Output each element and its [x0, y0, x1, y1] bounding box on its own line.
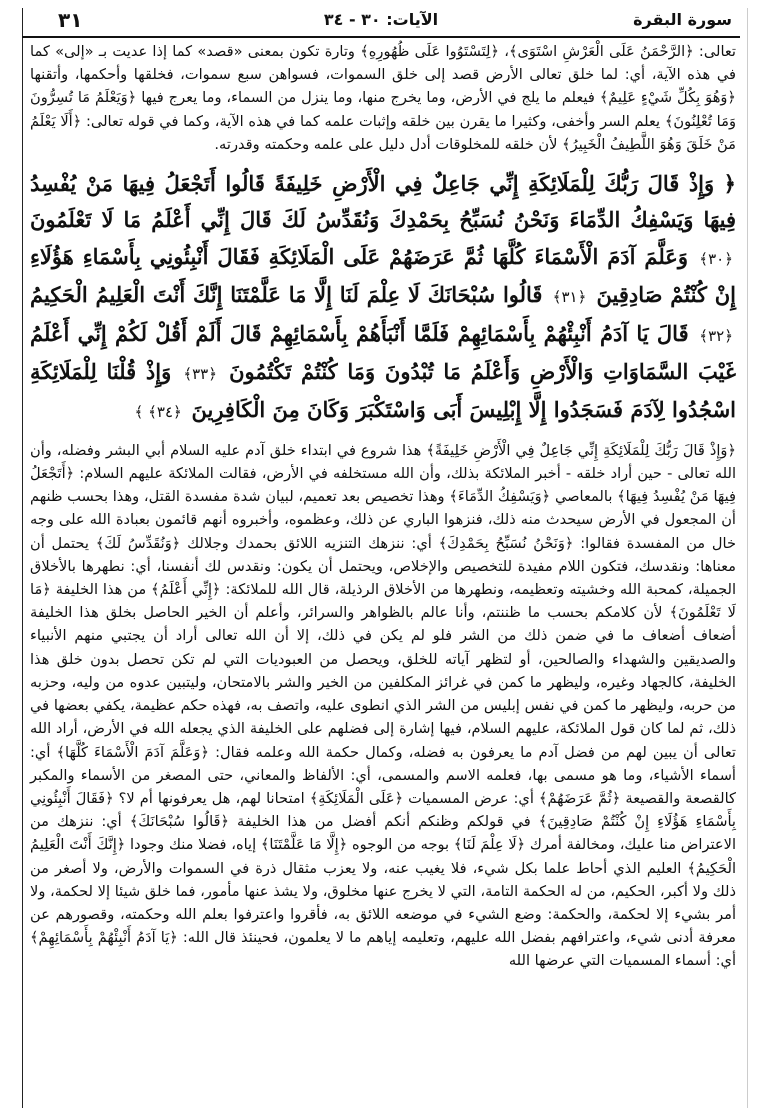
verse-marker-31: ﴿٣١﴾: [552, 288, 587, 307]
verse-marker-32: ﴿٣٢﴾: [699, 326, 733, 345]
intro-paragraph: تعالى: ﴿الرَّحْمَنُ عَلَى الْعَرْشِ اسْتَوَى﴾، ﴿لِتَسْتَوُوا عَلَى ظُهُورِهِ﴾ وتارة تكون بمعنى «قصد» كما إذا عديت بـ «إلى» كما في هذه الآية، أي: لما خلق تعالى الأرض قصد إلى خلق السموات، فسواهن سبع سموات، فخلقها وأحكمها، وأتقنها ﴿وَهُوَ بِكُلِّ شَيْءٍ عَلِيمٌ﴾ فيعلم ما يلج في الأرض، وما يخرج منها، وما ينزل من السماء، وما يعرج فيها ﴿وَيَعْلَمُ مَا تُسِرُّونَ وَمَا تُعْلِنُونَ﴾ يعلم السر وأخفى، وكثيرا ما يقرن بين خلقه وإثبات علمه كما في هذه الآية، وكما في قوله تعالى: ﴿أَلَا يَعْلَمُ مَنْ خَلَقَ وَهُوَ اللَّطِيفُ الْخَبِيرُ﴾ لأن خلقه للمخلوقات أدل دليل على علمه وحكمته وقدرته.: [30, 43, 736, 153]
verse-marker-30: ﴿٣٠﴾: [699, 249, 733, 268]
page-content: [30, 40, 736, 973]
page-header: [22, 10, 740, 38]
surah-name: سورة البقرة: [633, 10, 732, 29]
page-number: ٣١: [58, 8, 83, 32]
verse-31-text: وَعَلَّمَ آدَمَ الْأَسْمَاءَ كُلَّهَا ثُمَّ عَرَضَهُمْ عَلَى الْمَلَائِكَةِ فَقَالَ أَنْبِئُونِي بِأَسْمَاءِ هَؤُلَاءِ إِنْ كُنْتُمْ صَادِقِينَ: [30, 243, 736, 308]
verse-marker-34: ﴿٣٤﴾ ﴾: [134, 403, 182, 422]
verse-33-text: قَالَ يَا آدَمُ أَنْبِئْهُمْ بِأَسْمَائِهِمْ فَلَمَّا أَنْبَأَهُمْ بِأَسْمَائِهِمْ قَالَ أَلَمْ أَقُلْ لَكُمْ إِنِّي أَعْلَمُ غَيْبَ السَّمَاوَاتِ وَالْأَرْضِ وَأَعْلَمُ مَا تُبْدُونَ وَمَا كُنْتُمْ تَكْتُمُونَ: [30, 320, 736, 385]
quran-verses: [30, 166, 736, 431]
commentary-paragraph: ﴿وَإِذْ قَالَ رَبُّكَ لِلْمَلَائِكَةِ إِنِّي جَاعِلٌ فِي الْأَرْضِ خَلِيفَةً﴾ هذا شروع في ابتداء خلق آدم عليه السلام أبي البشر وفضله، وأن الله تعالى - حين أراد خلقه - أخبر الملائكة بذلك، وأن الله مستخلفه في الأرض، فقالت الملائكة عليهم السلام: ﴿أَتَجْعَلُ فِيهَا مَنْ يُفْسِدُ فِيهَا﴾ بالمعاصي ﴿وَيَسْفِكُ الدِّمَاءَ﴾ وهذا تخصيص بعد تعميم، لبيان شدة مفسدة القتل، وهذا بحسب ظنهم أن المجعول في الأرض سيحدث منه ذلك، فنزهوا الباري عن ذلك، وعظموه، وأخبروه أنهم قائمون بعبادة الله على وجه خال من المفسدة فقالوا: ﴿وَنَحْنُ نُسَبِّحُ بِحَمْدِكَ﴾ أي: ننزهك التنزيه اللائق بحمدك وجلالك ﴿وَنُقَدِّسُ لَكَ﴾ يحتمل أن معناها: ونقدسك، فتكون اللام مفيدة للتخصيص والإخلاص، ويحتمل أن يكون: ونقدس لك أنفسنا، أي: نطهرها بالأخلاق الجميلة، كمحبة الله وخشيته وتعظيمه، ونطهرها من الأخلاق الرذيلة، قال الله للملائكة: ﴿إِنِّي أَعْلَمُ﴾ من هذا الخليفة ﴿مَا لَا تَعْلَمُونَ﴾ لأن كلامكم بحسب ما ظننتم، وأنا عالم بالظواهر والسرائر، وأعلم أن الخير الحاصل بخلق هذا الخليفة أضعاف أضعاف ما في ضمن ذلك من الشر فلو لم يكن في ذلك، إلا أن الله تعالى أراد أن يجتبي منهم الأنبياء والصديقين والشهداء والصالحين، أو لتظهر آياته للخلق، ويحصل من العبوديات التي لم تكن تحصل بدون خلق هذا الخليفة، كالجهاد وغيره، وليظهر ما كمن في غرائز المكلفين من الخير والشر بالامتحان، وليتبين عدوه من وليه، وحزبه من حربه، وليظهر ما كمن في نفس إبليس من الشر الذي انطوى عليه، واتصف به، فهذه حكم عظيمة، يكفي بعضها في ذلك، ثم لما كان قول الملائكة، عليهم السلام، فيها إشارة إلى فضلهم على الخليفة الذي يجعله الله في الأرض، أراد الله تعالى أن يبين لهم من فضل آدم ما يعرفون به فضله، وكمال حكمة الله وعلمه فقال: ﴿وَعَلَّمَ آدَمَ الْأَسْمَاءَ كُلَّهَا﴾ أي: أسماء الأشياء، وما هو مسمى بها، فعلمه الاسم والمسمى، أي: الألفاظ والمعاني، حتى المصغر من الأسماء والمكبر كالقصعة والقصيعة ﴿ثُمَّ عَرَضَهُمْ﴾ أي: عرض المسميات ﴿عَلَى الْمَلَائِكَةِ﴾ امتحانا لهم، هل يعرفونها أم لا؟ ﴿فَقَالَ أَنْبِئُونِي بِأَسْمَاءِ هَؤُلَاءِ إِنْ كُنْتُمْ صَادِقِينَ﴾ في قولكم وظنكم أنكم أفضل من هذا الخليفة ﴿قَالُوا سُبْحَانَكَ﴾ أي: ننزهك من الاعتراض منا عليك، ومخالفة أمرك ﴿لَا عِلْمَ لَنَا﴾ بوجه من الوجوه ﴿إِلَّا مَا عَلَّمْتَنَا﴾ إياه، فضلا منك وجودا ﴿إِنَّكَ أَنْتَ الْعَلِيمُ الْحَكِيمُ﴾ العليم الذي أحاط علما بكل شيء، فلا يغيب عنه، ولا يعزب مثقال ذرة في السموات والأرض، ولا أصغر من ذلك ولا أكبر، الحكيم، من له الحكمة التامة، التي لا يخرج عنها مخلوق، ولا يشذ عنها مأمور، فما خلق شيئا إلا لحكمة، ولا أمر بشيء إلا لحكمة، والحكمة: وضع الشيء في موضعه اللائق به، فأقروا واعترفوا بعلم الله وحكمته، وقصورهم عن معرفة أدنى شيء، واعترافهم بفضل الله عليهم، وتعليمه إياهم ما لا يعلمون، فحينئذ قال الله: ﴿يَا آدَمُ أَنْبِئْهُمْ بِأَسْمَائِهِمْ﴾ أي: أسماء المسميات التي عرضها الله: [30, 441, 736, 970]
verse-32-text: قَالُوا سُبْحَانَكَ لَا عِلْمَ لَنَا إِلَّا مَا عَلَّمْتَنَا إِنَّكَ أَنْتَ الْعَلِيمُ الْحَكِيمُ: [30, 282, 543, 308]
verse-34-text: وَإِذْ قُلْنَا لِلْمَلَائِكَةِ اسْجُدُوا لِآدَمَ فَسَجَدُوا إِلَّا إِبْلِيسَ أَبَى وَاسْتَكْبَرَ وَكَانَ مِنَ الْكَافِرِينَ: [30, 359, 736, 423]
verse-30-text: ﴿ وَإِذْ قَالَ رَبُّكَ لِلْمَلَائِكَةِ إِنِّي جَاعِلٌ فِي الْأَرْضِ خَلِيفَةً قَالُوا أَتَجْعَلُ فِيهَا مَنْ يُفْسِدُ فِيهَا وَيَسْفِكُ الدِّمَاءَ وَنَحْنُ نُسَبِّحُ بِحَمْدِكَ وَنُقَدِّسُ لَكَ قَالَ إِنِّي أَعْلَمُ مَا لَا تَعْلَمُونَ: [30, 171, 736, 233]
ayah-range: الآيات: ٣٠ - ٣٤: [323, 10, 439, 29]
verse-marker-33: ﴿٣٣﴾: [183, 365, 218, 384]
